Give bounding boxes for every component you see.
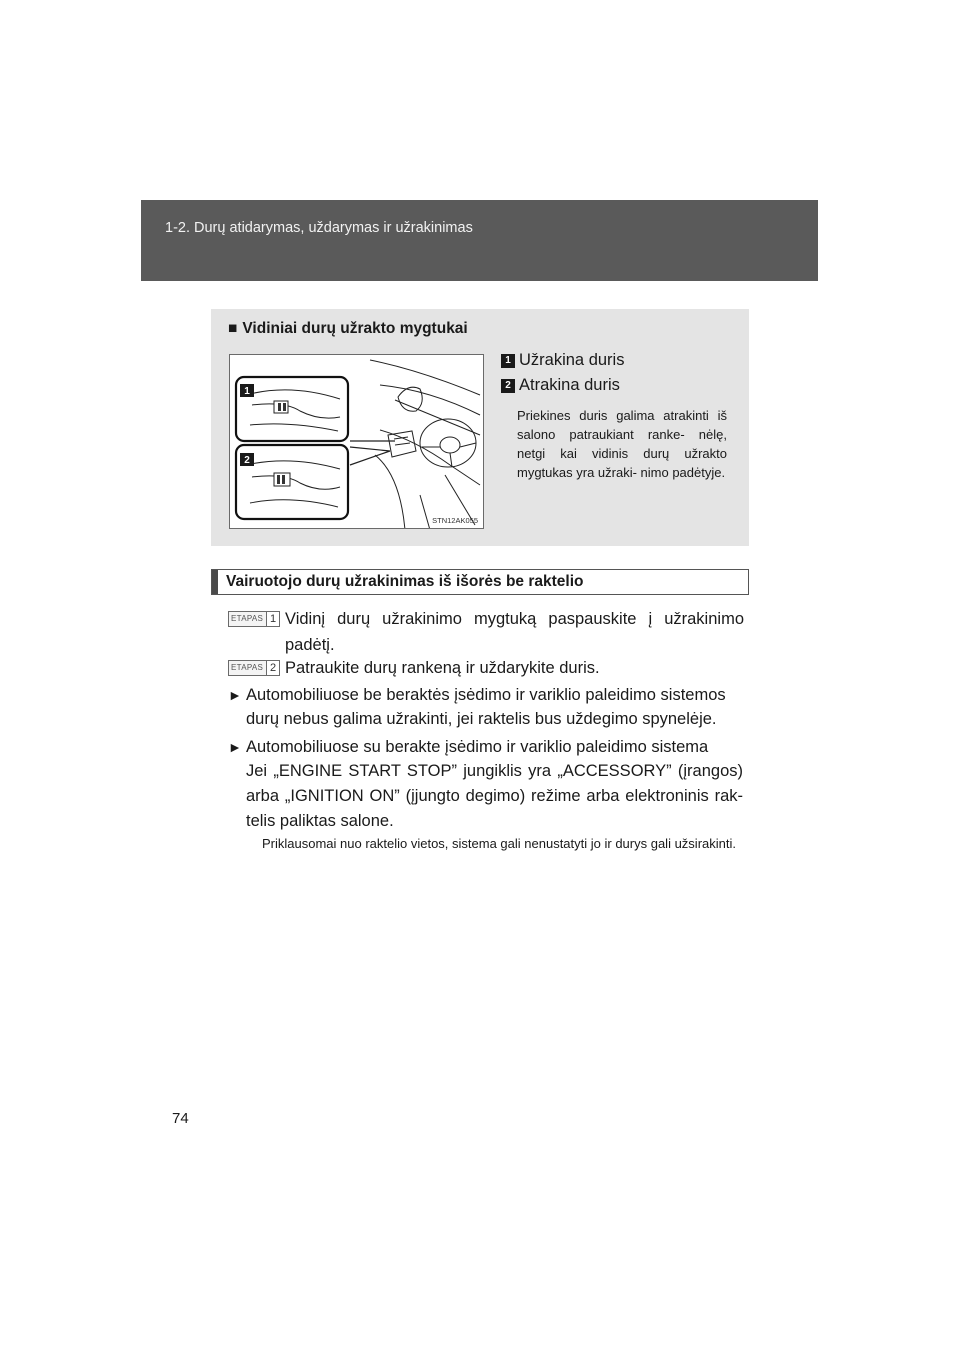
legend-label: Atrakina duris bbox=[519, 376, 620, 394]
triangle-pointer-icon: ► bbox=[228, 739, 242, 755]
step-1 bbox=[228, 606, 748, 658]
section-heading: Vairuotojo durų užrakinimas iš išorės be raktelio bbox=[226, 573, 584, 590]
section-heading-bar bbox=[211, 569, 749, 595]
step-tag bbox=[228, 660, 280, 676]
small-note: Priklausomai nuo raktelio vietos, sistema gali nenustatyti jo ir durys gali užsirakinti. bbox=[262, 836, 736, 851]
lock-inset-bottom bbox=[236, 445, 348, 519]
legend-lock bbox=[501, 351, 624, 370]
info-box-title bbox=[228, 320, 468, 338]
legend-number-badge: 2 bbox=[501, 379, 515, 393]
square-bullet-icon: ■ bbox=[228, 320, 238, 337]
figure-caption: STN12AK055 bbox=[432, 516, 478, 525]
page-number: 74 bbox=[172, 1110, 189, 1127]
bullet-heading: Automobiliuose be beraktės įsėdimo ir variklio paleidimo sistemos bbox=[246, 686, 726, 704]
callout-2: 2 bbox=[244, 455, 250, 466]
bullet-1-body: durų nebus galima užrakinti, jei raktelis bus uždegimo spynelėje. bbox=[246, 710, 717, 728]
legend-number-badge: 1 bbox=[501, 354, 515, 368]
step-tag-number: 1 bbox=[266, 612, 279, 626]
triangle-pointer-icon: ► bbox=[228, 687, 242, 703]
door-interior-drawing bbox=[230, 355, 484, 529]
door-lock-illustration bbox=[229, 354, 484, 529]
lock-inset-top bbox=[236, 377, 348, 441]
section-header-title: 1-2. Durų atidarymas, uždarymas ir užrakinimas bbox=[165, 220, 473, 236]
info-box-title-text: Vidiniai durų užrakto mygtukai bbox=[242, 320, 468, 337]
step-text: Vidinį durų užrakinimo mygtuką paspauskite į užrakinimo padėtį. bbox=[285, 610, 744, 654]
info-box-note: Priekines duris galima atrakinti iš salono patraukiant ranke- nėlę, netgi kai vidinis durų užrakto mygtukas yra užraki- nimo padėtyje. bbox=[517, 408, 727, 480]
step-tag-word: ETAPAS bbox=[231, 663, 264, 672]
step-tag-word: ETAPAS bbox=[231, 614, 264, 623]
legend-label: Užrakina duris bbox=[519, 351, 625, 369]
step-tag bbox=[228, 611, 280, 627]
step-tag-number: 2 bbox=[266, 661, 279, 675]
step-2 bbox=[228, 655, 748, 681]
step-text: Patraukite durų rankeną ir uždarykite duris. bbox=[285, 659, 600, 677]
legend-unlock bbox=[501, 376, 620, 395]
bullet-2-body: Jei „ENGINE START STOP” jungiklis yra „ACCESSORY” (įrangos) arba „IGNITION ON” (įjungto degimo) režime arba elektroninis rak- telis paliktas salone. bbox=[246, 762, 743, 830]
bullet-heading: Automobiliuose su berakte įsėdimo ir variklio paleidimo sistema bbox=[246, 738, 709, 756]
callout-1: 1 bbox=[244, 386, 250, 397]
section-header-band bbox=[141, 200, 818, 281]
section-accent bbox=[212, 570, 218, 594]
info-box bbox=[211, 309, 749, 546]
